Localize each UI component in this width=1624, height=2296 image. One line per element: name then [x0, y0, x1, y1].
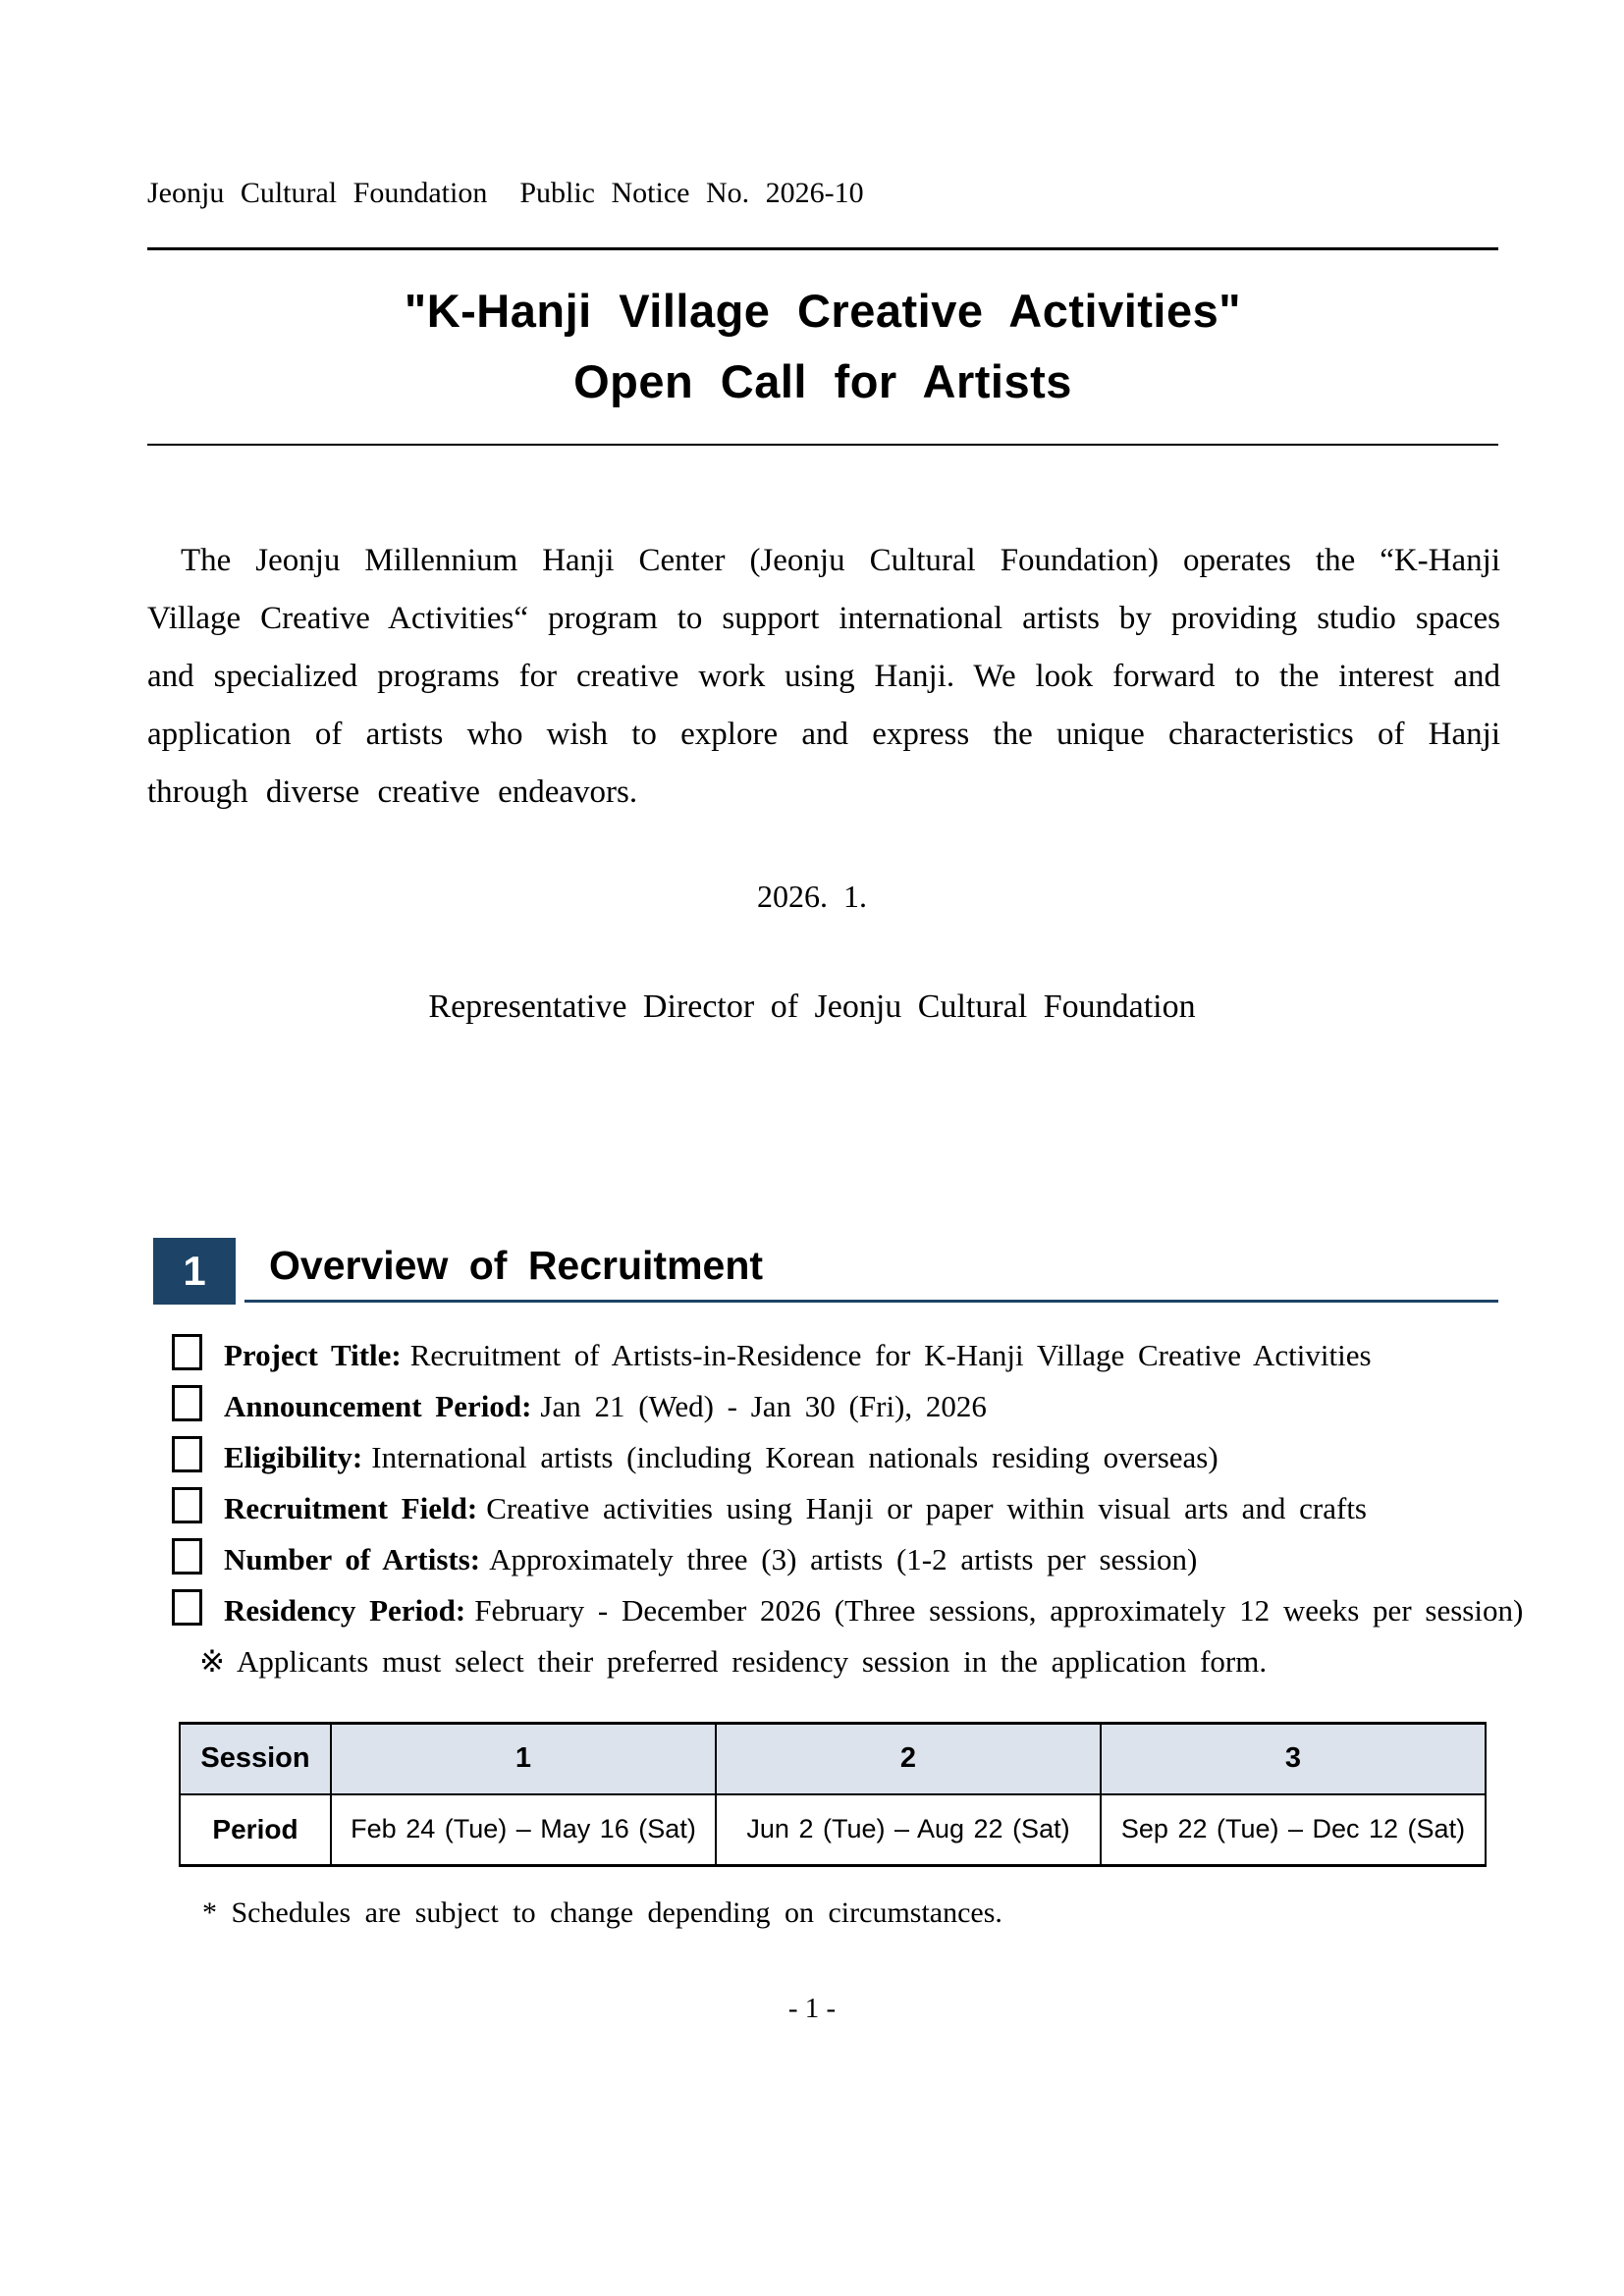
- item-label: Recruitment Field:: [224, 1491, 478, 1525]
- section-title: Overview of Recruitment: [269, 1243, 764, 1288]
- item-label: Announcement Period:: [224, 1389, 532, 1423]
- list-item: [172, 1330, 1530, 1381]
- checkbox-icon: [172, 1487, 202, 1523]
- list-item: [172, 1534, 1530, 1585]
- item-label: Number of Artists:: [224, 1542, 481, 1576]
- page-number: - 1 -: [787, 1993, 837, 2024]
- item-text: Approximately three (3) artists (1-2 artists per session): [489, 1542, 1198, 1576]
- row-label-period: Period: [180, 1794, 331, 1866]
- header-cell-session-1: 1: [331, 1724, 716, 1794]
- period-cell-3: Sep 22 (Tue) – Dec 12 (Sat): [1101, 1794, 1486, 1866]
- table-period-row: [180, 1794, 1486, 1866]
- item-label: Residency Period:: [224, 1593, 466, 1628]
- signature-line: Representative Director of Jeonju Cultural Foundation: [428, 988, 1196, 1025]
- period-cell-2: Jun 2 (Tue) – Aug 22 (Sat): [716, 1794, 1101, 1866]
- intro-paragraph: The Jeonju Millennium Hanji Center (Jeonju Cultural Foundation) operates the “K-Hanji Village Creative Activities“ program to support international artists by providing studio spaces and specialized programs for creative work using Hanji. We look forward to the interest and application of artists who wish to explore and express the unique characteristics of Hanji through diverse creative endeavors.: [147, 543, 1500, 810]
- section-number-badge: 1: [153, 1238, 236, 1305]
- item-text: Recruitment of Artists-in-Residence for K-Hanji Village Creative Activities: [409, 1338, 1372, 1372]
- checkbox-icon: [172, 1538, 202, 1575]
- horizontal-rule-top: [147, 247, 1498, 250]
- section-header: [153, 1238, 1498, 1305]
- title-line-1: "K-Hanji Village Creative Activities": [404, 285, 1242, 337]
- list-item: [172, 1483, 1530, 1534]
- header-cell-session: Session: [180, 1724, 331, 1794]
- checkbox-icon: [172, 1436, 202, 1472]
- title-line-2: Open Call for Artists: [573, 355, 1072, 407]
- header-cell-session-2: 2: [716, 1724, 1101, 1794]
- document-title: [147, 276, 1498, 417]
- header-cell-session-3: 3: [1101, 1724, 1486, 1794]
- section-underline: [244, 1300, 1498, 1303]
- list-item: [172, 1432, 1530, 1483]
- list-item: [172, 1381, 1530, 1432]
- item-text: February - December 2026 (Three sessions, approximately 12 weeks per session): [474, 1593, 1524, 1628]
- date-line: 2026. 1.: [757, 879, 867, 914]
- doc-header: Jeonju Cultural Foundation Public Notice No. 2026-10: [147, 177, 864, 209]
- checkbox-icon: [172, 1334, 202, 1370]
- checkbox-icon: [172, 1385, 202, 1421]
- item-label: Project Title:: [224, 1338, 402, 1372]
- checkbox-icon: [172, 1589, 202, 1626]
- horizontal-rule-under-title: [147, 444, 1498, 446]
- schedule-footnote: * Schedules are subject to change depending on circumstances.: [202, 1896, 1002, 1929]
- item-text: International artists (including Korean nationals residing overseas): [371, 1440, 1218, 1474]
- list-item: [172, 1585, 1530, 1636]
- table-header-row: [180, 1724, 1486, 1794]
- item-text: Creative activities using Hanji or paper within visual arts and crafts: [486, 1491, 1367, 1525]
- item-label: Eligibility:: [224, 1440, 363, 1474]
- schedule-table: [179, 1722, 1487, 1867]
- period-cell-1: Feb 24 (Tue) – May 16 (Sat): [331, 1794, 716, 1866]
- note-line: ※ Applicants must select their preferred residency session in the application form.: [199, 1644, 1268, 1679]
- item-text: Jan 21 (Wed) - Jan 30 (Fri), 2026: [540, 1389, 987, 1423]
- overview-list: [172, 1330, 1530, 1687]
